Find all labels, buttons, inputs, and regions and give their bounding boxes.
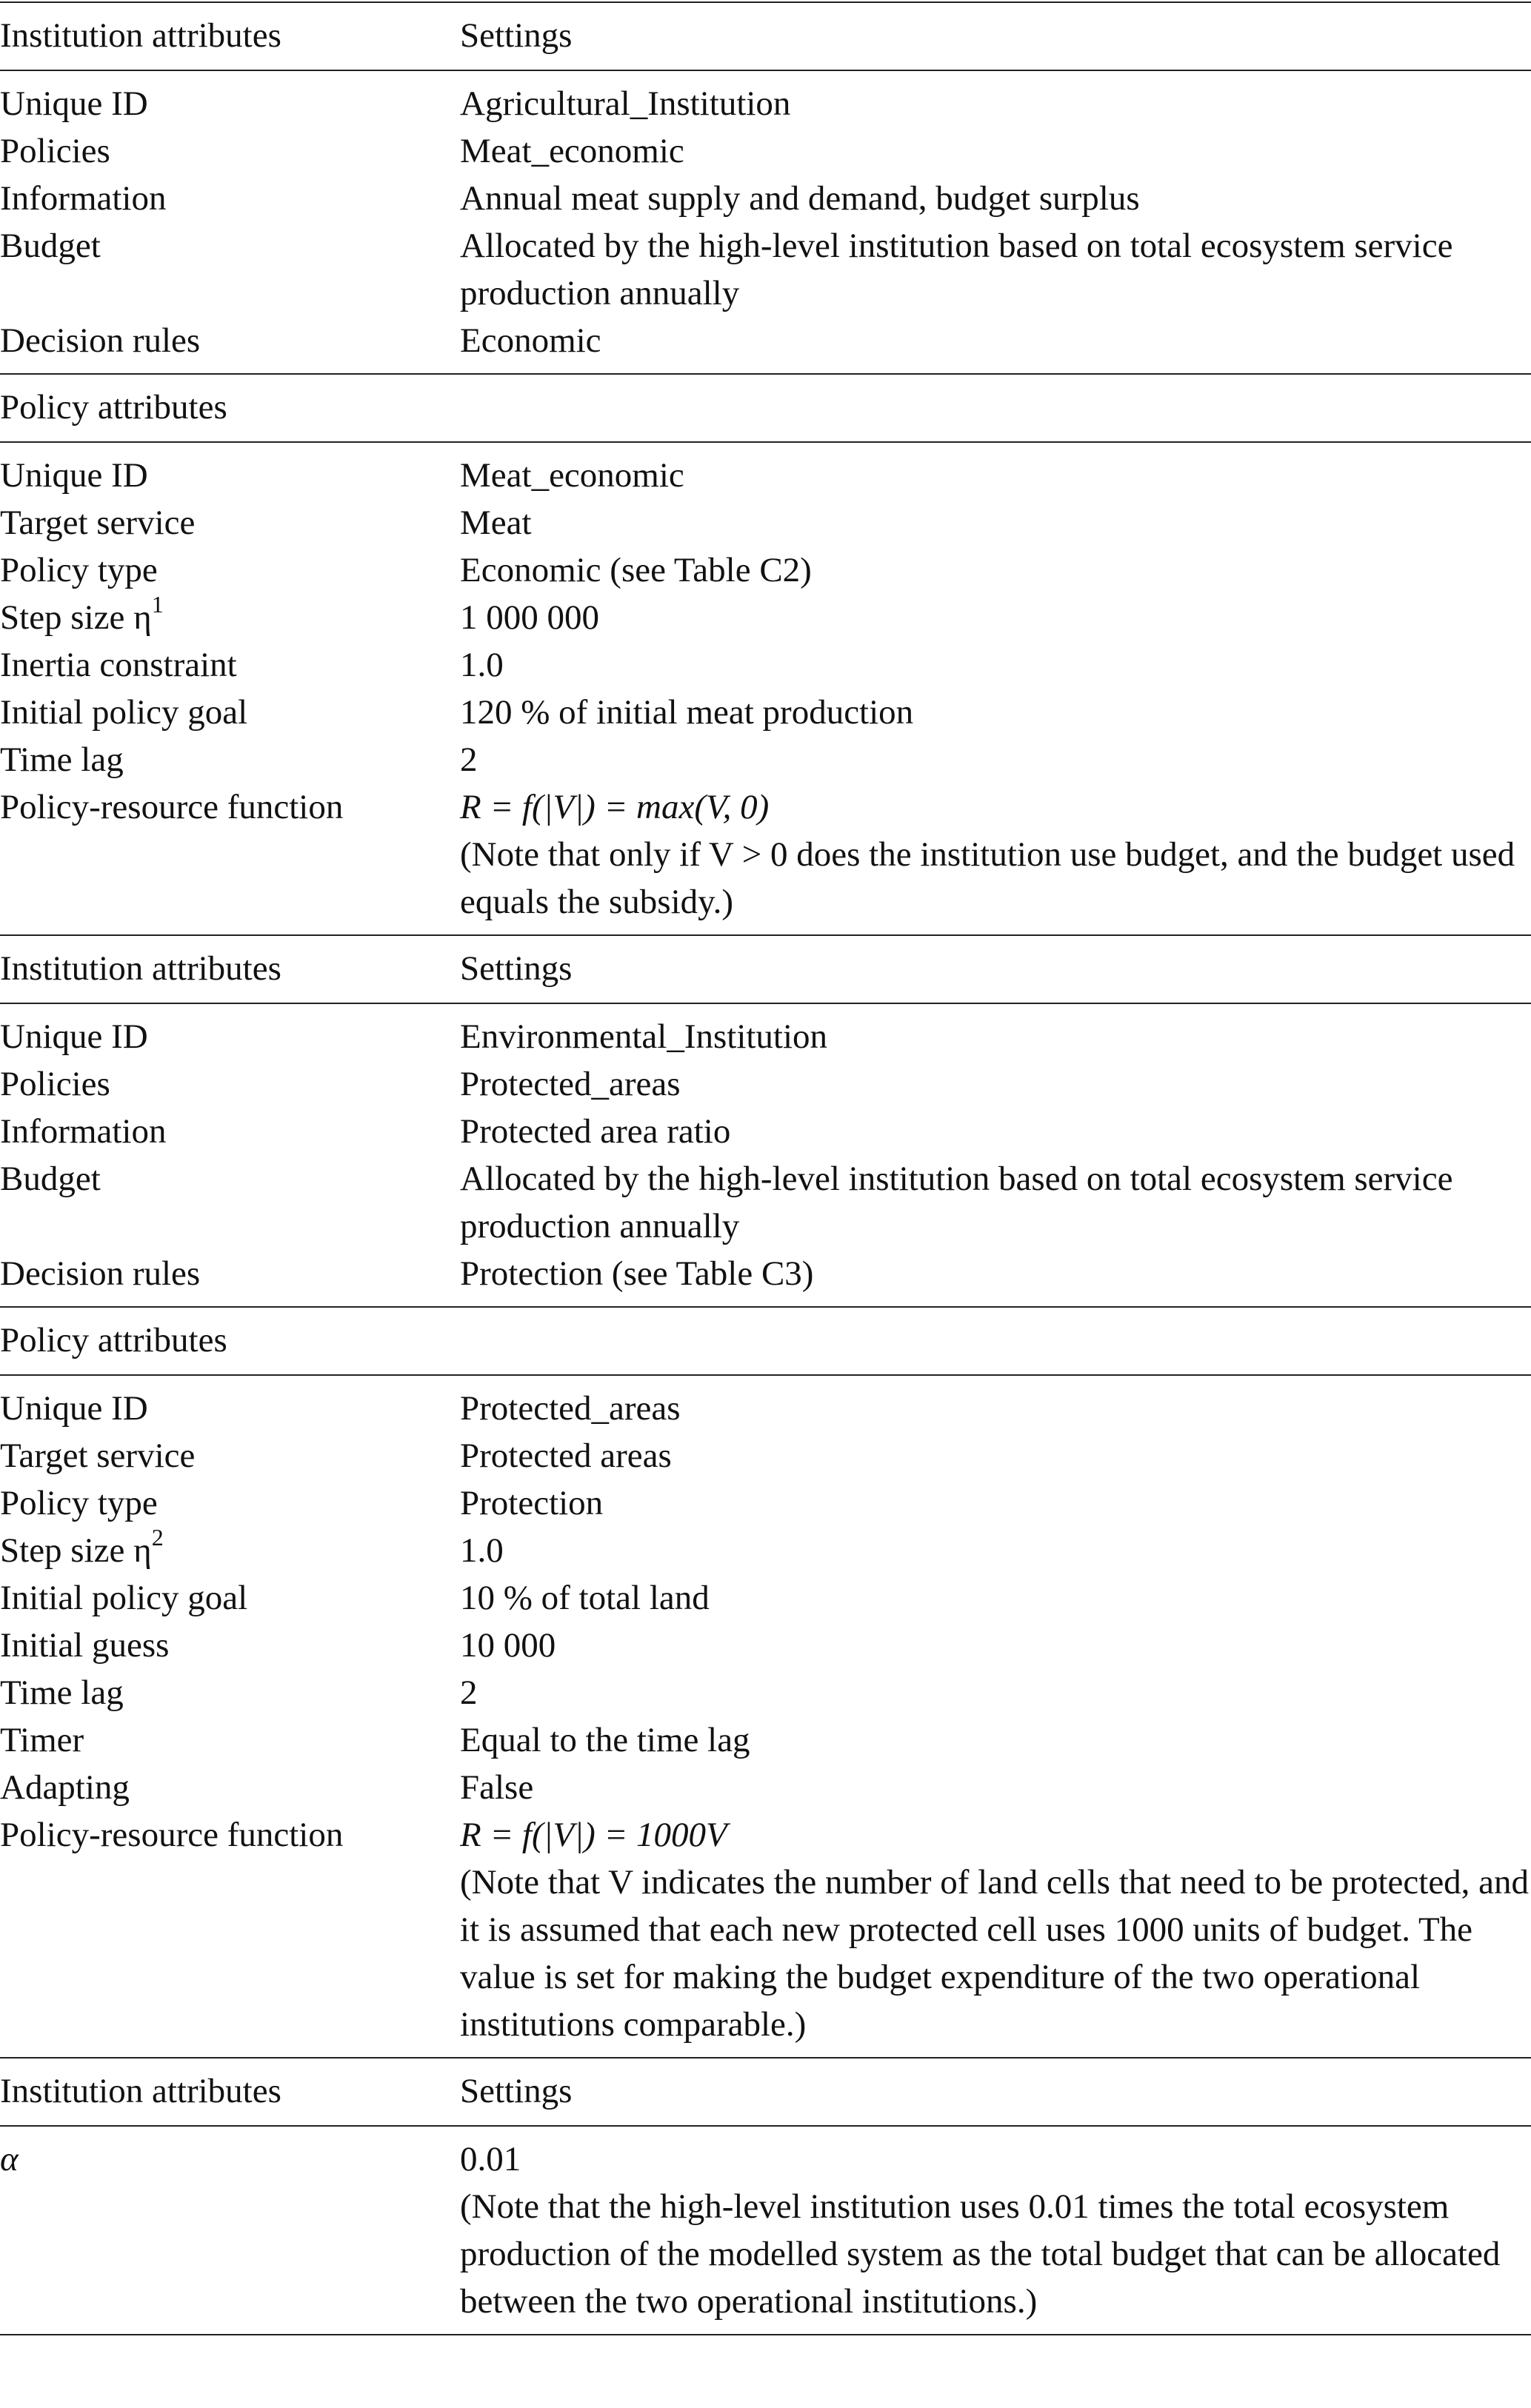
attribute-label: Unique ID [0, 84, 148, 123]
table-row [0, 546, 1531, 594]
attribute-value: Meat_economic [460, 132, 684, 170]
step-size-label: Step size η [0, 1531, 152, 1570]
settings-table [0, 1, 1531, 2335]
attribute-value: Protection [460, 1484, 604, 1522]
attribute-value: Economic [460, 321, 601, 360]
table-row [0, 1432, 1531, 1479]
alpha-value: 0.01 [460, 2140, 521, 2178]
attribute-label: Unique ID [0, 1389, 148, 1428]
table-row [0, 1669, 1531, 1716]
formula: R = f(|V|) = max(V, 0) [460, 788, 770, 826]
attribute-value [460, 2126, 1531, 2335]
table-row [0, 1250, 1531, 1307]
footnote-marker: 2 [151, 1524, 164, 1551]
section-header-high-institution [0, 2058, 1531, 2126]
attribute-value: 10 000 [460, 1626, 556, 1665]
table-row [0, 594, 1531, 641]
header-value: Settings [460, 2058, 1531, 2126]
attribute-label: Policy-resource function [0, 788, 344, 826]
header-value-empty [460, 1307, 1531, 1375]
attribute-value: Protected_areas [460, 1065, 681, 1103]
attribute-label: Inertia constraint [0, 646, 237, 684]
table-row [0, 499, 1531, 546]
section-header-env-institution [0, 935, 1531, 1003]
attribute-label: Initial policy goal [0, 1579, 248, 1617]
table-row [0, 689, 1531, 736]
table-row [0, 1375, 1531, 1432]
table-row [0, 317, 1531, 374]
attribute-label: Time lag [0, 740, 124, 779]
attribute-value: 1.0 [460, 1531, 504, 1570]
header-label: Policy attributes [0, 374, 460, 442]
header-value: Settings [460, 935, 1531, 1003]
attribute-label: Policies [0, 1065, 110, 1103]
attribute-label: Policy type [0, 1484, 158, 1522]
note-text: (Note that the high-level institution uses 0.01 times the total ecosystem production of the modelled system as the total budget that can be allocated between the two operational institutions.) [460, 2187, 1501, 2321]
table-row [0, 1811, 1531, 2058]
note-text: (Note that only if V > 0 does the institution use budget, and the budget used equals the subsidy.) [460, 835, 1515, 921]
attribute-label: Decision rules [0, 321, 201, 360]
attribute-label: Initial guess [0, 1626, 170, 1665]
attribute-label: Decision rules [0, 1254, 201, 1293]
attribute-label [0, 2126, 460, 2335]
attribute-label: Initial policy goal [0, 693, 248, 732]
attribute-label: Adapting [0, 1768, 130, 1807]
header-label: Institution attributes [0, 2, 460, 70]
attribute-label: Information [0, 1112, 167, 1151]
header-label: Institution attributes [0, 935, 460, 1003]
section-header-meat-policy [0, 374, 1531, 442]
attribute-label: Budget [0, 227, 101, 265]
table-row [0, 641, 1531, 689]
section-header-protect-policy [0, 1307, 1531, 1375]
table-row [0, 1527, 1531, 1574]
table-row [0, 1108, 1531, 1155]
attribute-label: Policies [0, 132, 110, 170]
attribute-label: Target service [0, 504, 196, 542]
attribute-value: Annual meat supply and demand, budget surplus [460, 179, 1140, 218]
attribute-label: Unique ID [0, 1017, 148, 1056]
table-row [0, 1155, 1531, 1250]
attribute-value: Equal to the time lag [460, 1721, 750, 1759]
attribute-value: False [460, 1768, 534, 1807]
table-row [0, 70, 1531, 127]
attribute-value: Protected_areas [460, 1389, 681, 1428]
attribute-value: Allocated by the high-level institution based on total ecosystem service production annually [460, 227, 1453, 312]
header-value: Settings [460, 2, 1531, 70]
attribute-label: Budget [0, 1160, 101, 1198]
attribute-label: Policy-resource function [0, 1816, 344, 1854]
table-row [0, 1003, 1531, 1060]
table-row [0, 1060, 1531, 1108]
attribute-label: Timer [0, 1721, 84, 1759]
header-label: Institution attributes [0, 2058, 460, 2126]
table-row [0, 2126, 1531, 2335]
alpha-symbol: α [0, 2140, 19, 2178]
attribute-label [0, 1524, 460, 1574]
table-row [0, 1716, 1531, 1764]
attribute-label: Time lag [0, 1673, 124, 1712]
footnote-marker: 1 [151, 591, 164, 618]
header-value-empty [460, 374, 1531, 442]
header-label: Policy attributes [0, 1307, 460, 1375]
attribute-value: 1.0 [460, 646, 504, 684]
attribute-value: Protected area ratio [460, 1112, 731, 1151]
table-row [0, 1479, 1531, 1527]
section-header-agri-institution [0, 2, 1531, 70]
attribute-value: Protection (see Table C3) [460, 1254, 814, 1293]
attribute-value: Allocated by the high-level institution based on total ecosystem service production annually [460, 1160, 1453, 1245]
table-row [0, 1574, 1531, 1622]
step-size-label: Step size η [0, 598, 152, 637]
note-text: (Note that V indicates the number of land cells that need to be protected, and it is assumed that each new protected cell uses 1000 units of budget. The value is set for making the budget expenditure of the two operational institutions comparable.) [460, 1863, 1530, 2044]
table-row [0, 175, 1531, 222]
formula: R = f(|V|) = 1000V [460, 1816, 727, 1854]
attribute-value: 10 % of total land [460, 1579, 710, 1617]
attribute-value: Protected areas [460, 1437, 672, 1475]
table-row [0, 127, 1531, 175]
attribute-value [460, 1811, 1531, 2058]
table-row [0, 442, 1531, 499]
attribute-value: Environmental_Institution [460, 1017, 828, 1056]
attribute-value: 2 [460, 740, 478, 779]
table-row [0, 1622, 1531, 1669]
table-row [0, 1764, 1531, 1811]
table-row [0, 222, 1531, 317]
attribute-label [0, 591, 460, 641]
attribute-label: Unique ID [0, 456, 148, 495]
attribute-value: 2 [460, 1673, 478, 1712]
attribute-label: Target service [0, 1437, 196, 1475]
table-row [0, 783, 1531, 935]
attribute-value: 1 000 000 [460, 598, 599, 637]
attribute-value: Meat_economic [460, 456, 684, 495]
attribute-value: Economic (see Table C2) [460, 551, 812, 589]
attribute-label: Policy type [0, 551, 158, 589]
attribute-value: 120 % of initial meat production [460, 693, 914, 732]
attribute-value [460, 783, 1531, 935]
attribute-value: Meat [460, 504, 532, 542]
table-row [0, 736, 1531, 783]
attribute-value: Agricultural_Institution [460, 84, 791, 123]
attribute-label: Information [0, 179, 167, 218]
